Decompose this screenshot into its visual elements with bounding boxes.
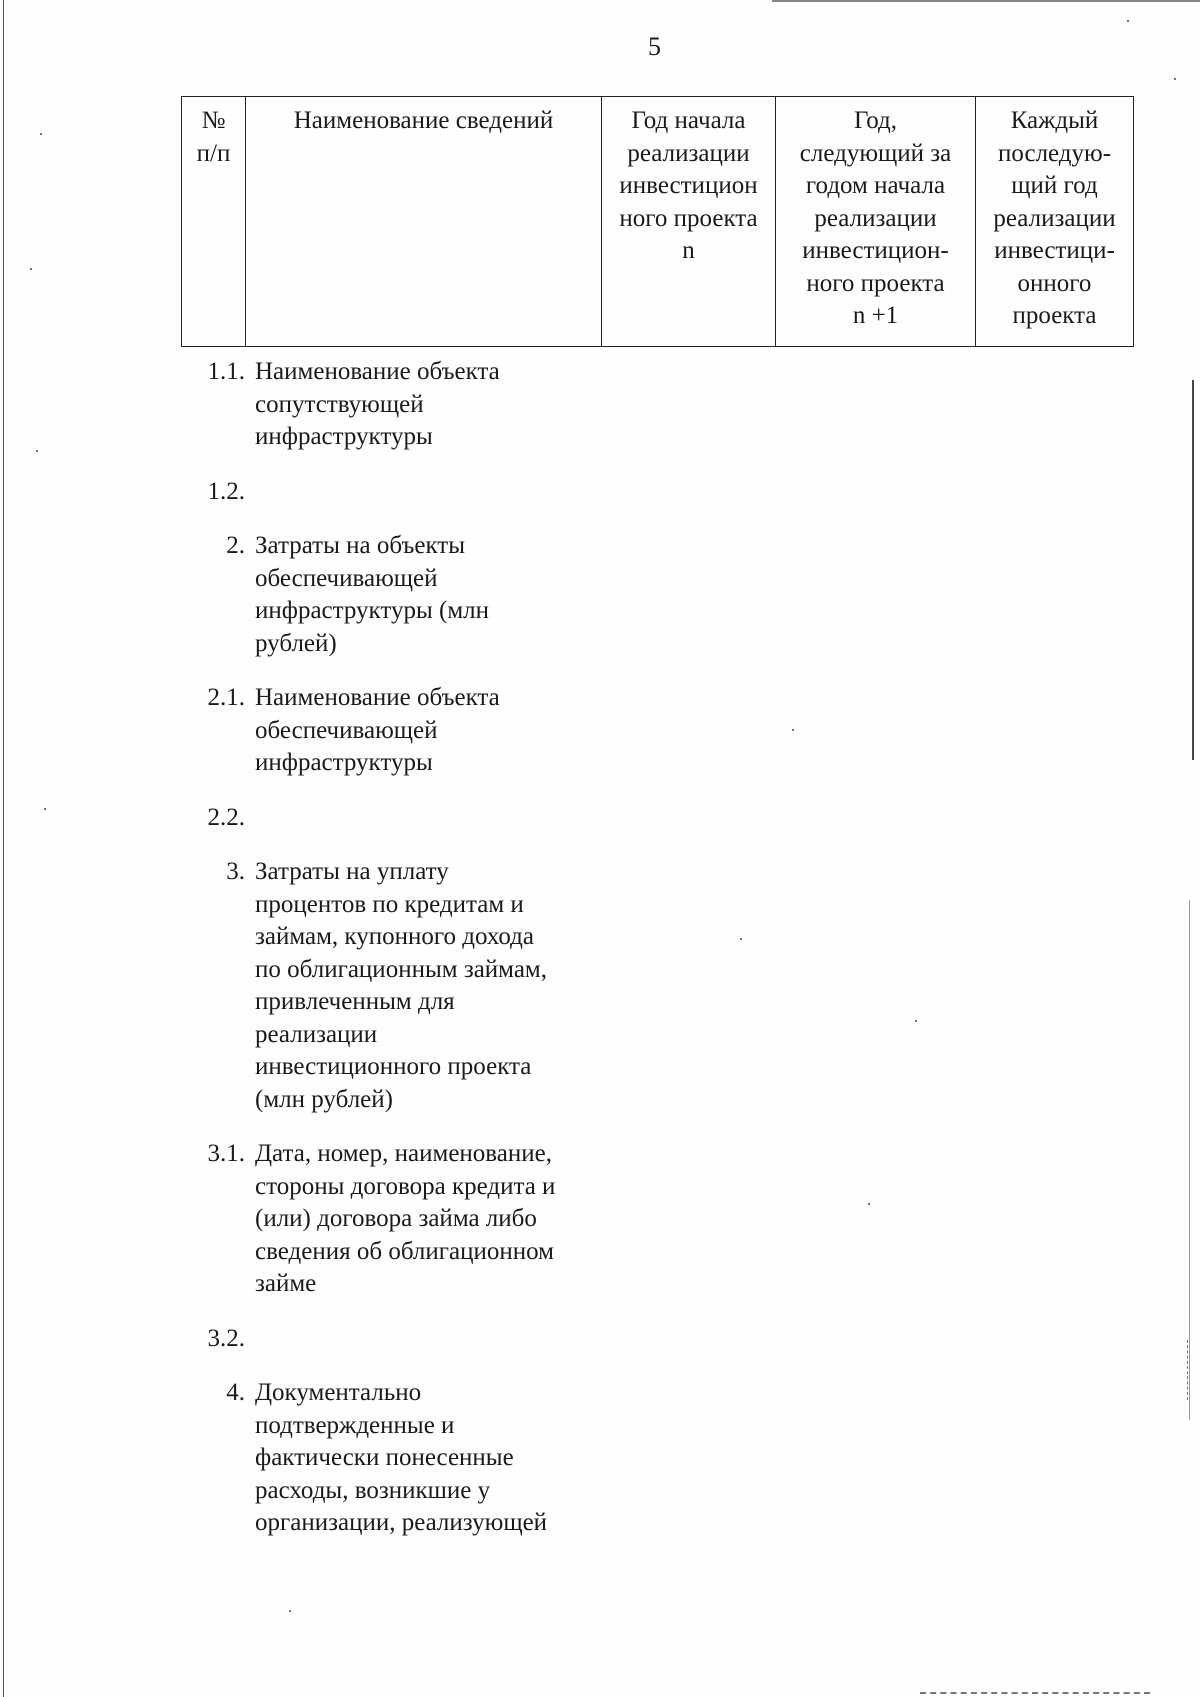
scan-edge-right: [1192, 380, 1194, 760]
table-row: [181, 682, 781, 780]
row-number: 2.1.: [207, 684, 245, 711]
scan-speck: [44, 808, 46, 810]
column-header-each-subsequent-year: Каждый последую- щий год реализации инвестици- онного проекта: [976, 97, 1134, 347]
row-number: 3.: [226, 858, 245, 885]
table-row: [181, 1138, 781, 1301]
row-number: 3.2.: [207, 1324, 245, 1352]
scan-edge-top: [772, 0, 1200, 2]
table-row: [181, 1323, 781, 1356]
scan-speck: [30, 268, 32, 270]
table-row: [181, 356, 781, 454]
table-row: [181, 1377, 781, 1540]
scan-speck: [1174, 78, 1176, 80]
row-name: Наименование объекта сопутствующей инфраструктуры: [255, 358, 500, 450]
scan-speck: [36, 450, 38, 452]
row-number: 2.: [226, 532, 245, 559]
row-name: [255, 476, 615, 509]
row-name: [255, 1323, 615, 1356]
page-number: 5: [648, 32, 661, 61]
scan-edge-bottom: [920, 1692, 1150, 1695]
scan-edge-right: [1187, 1340, 1189, 1400]
row-number: 3.1.: [207, 1140, 245, 1167]
scan-speck: [915, 1020, 917, 1022]
row-name: [255, 802, 615, 835]
row-name: Наименование объекта обеспечивающей инфраструктуры: [255, 684, 500, 776]
column-header-next-year: Год, следующий за годом начала реализации инвестицион- ного проекта n +1: [776, 97, 976, 347]
row-number: 2.2.: [207, 803, 245, 831]
scan-edge-right: [1189, 900, 1190, 1420]
table-body: [181, 356, 781, 1562]
table-row: [181, 530, 781, 660]
table-header: [181, 96, 1134, 347]
row-name: Документально подтвержденные и фактически понесенные расходы, возникшие у организации, реализующей: [255, 1379, 548, 1536]
column-header-start-year: Год начала реализации инвестицион ного проекта n: [602, 97, 776, 347]
row-number: 1.1.: [207, 358, 245, 385]
table-row: [181, 856, 781, 1116]
row-name: Затраты на уплату процентов по кредитам и займам, купонного дохода по облигационным займам, привлеченным для реализации инвестиционного проекта (млн рублей): [255, 858, 547, 1113]
row-number: 1.2.: [207, 477, 245, 505]
column-header-name: Наименование сведений: [246, 97, 602, 347]
row-number: 4.: [226, 1379, 245, 1406]
row-name: Затраты на объекты обеспечивающей инфраструктуры (млн рублей): [255, 532, 490, 657]
scan-speck: [792, 729, 794, 731]
row-name: Дата, номер, наименование, стороны договора кредита и (или) договора займа либо сведения об облигационном займе: [255, 1140, 556, 1297]
table-header-row: [182, 97, 1134, 347]
scan-speck: [868, 1203, 870, 1205]
column-header-number: № п/п: [182, 97, 246, 347]
scan-speck: [1127, 20, 1129, 22]
scan-edge-left: [3, 0, 4, 1697]
scan-speck: [40, 133, 42, 135]
table-row: [181, 476, 781, 509]
table-row: [181, 802, 781, 835]
scan-speck: [289, 1610, 291, 1612]
